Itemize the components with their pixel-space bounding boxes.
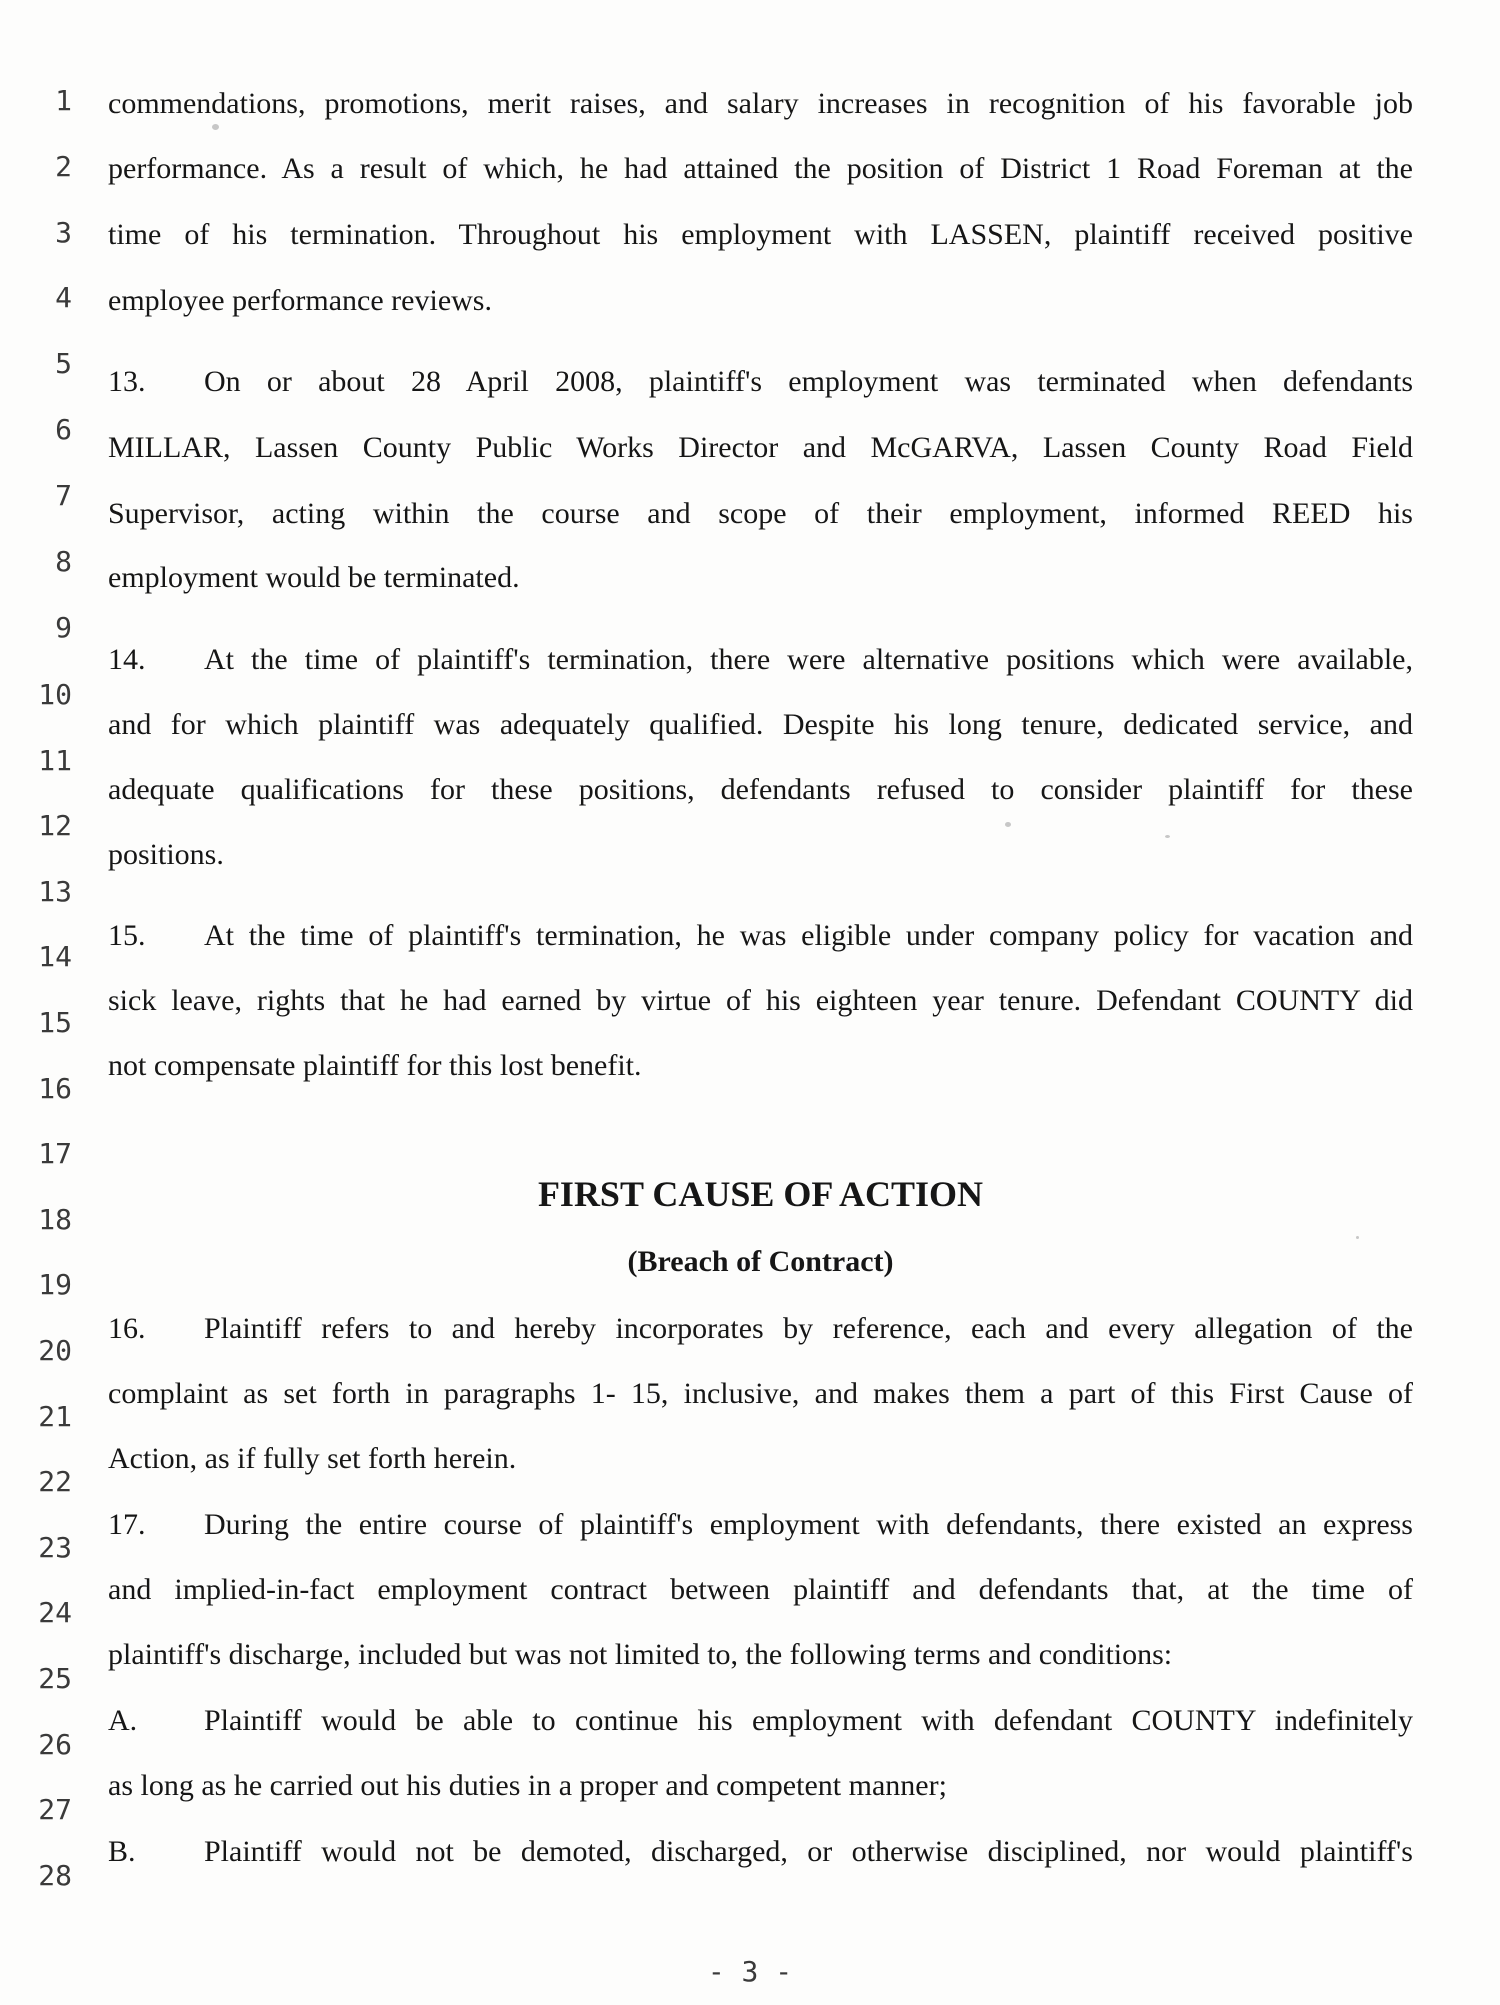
line-number: 13	[38, 875, 72, 908]
body-line: and implied-in-fact employment contract between plaintiff and defendants that, at the time of	[108, 1573, 1413, 1606]
scan-speck	[1165, 835, 1170, 838]
body-line: At the time of plaintiff's termination, he was eligible under company policy for vacation and	[204, 919, 1413, 952]
paragraph-number: 17.	[108, 1508, 146, 1541]
item-label: B.	[108, 1835, 136, 1868]
body-line: performance. As a result of which, he had attained the position of District 1 Road Foreman at the	[108, 152, 1413, 185]
line-number: 6	[55, 413, 72, 446]
paragraph-number: 13.	[108, 365, 146, 398]
body-line: plaintiff's discharge, included but was not limited to, the following terms and conditions:	[108, 1638, 1173, 1671]
scan-speck	[212, 124, 219, 130]
line-number-column	[0, 0, 90, 2005]
line-number: 22	[38, 1465, 72, 1498]
line-number: 9	[55, 611, 72, 644]
line-number: 15	[38, 1006, 72, 1039]
body-line: positions.	[108, 838, 224, 871]
paragraph-13-first-line	[108, 364, 1413, 400]
line-number: 25	[38, 1662, 72, 1695]
paragraph-number: 14.	[108, 643, 146, 676]
paragraph-15-first-line	[108, 918, 1413, 954]
line-number: 18	[38, 1203, 72, 1236]
body-line: At the time of plaintiff's termination, there were alternative positions which were available,	[204, 643, 1413, 676]
body-line: time of his termination. Throughout his employment with LASSEN, plaintiff received positive	[108, 218, 1413, 251]
body-line: employee performance reviews.	[108, 284, 492, 317]
line-number: 20	[38, 1334, 72, 1367]
line-number: 19	[38, 1268, 72, 1301]
body-line: On or about 28 April 2008, plaintiff's employment was terminated when defendants	[204, 365, 1413, 398]
line-number: 12	[38, 809, 72, 842]
line-number: 5	[55, 347, 72, 380]
item-label: A.	[108, 1704, 138, 1737]
body-line: Supervisor, acting within the course and scope of their employment, informed REED his	[108, 497, 1413, 530]
body-line: Plaintiff would be able to continue his employment with defendant COUNTY indefinitely	[204, 1704, 1413, 1737]
item-a-first-line	[108, 1703, 1413, 1739]
paragraph-14-first-line	[108, 642, 1413, 678]
paragraph-number: 15.	[108, 919, 146, 952]
paragraph-number: 16.	[108, 1312, 146, 1345]
body-line: not compensate plaintiff for this lost benefit.	[108, 1049, 642, 1082]
line-number: 2	[55, 150, 72, 183]
body-line: adequate qualifications for these positions, defendants refused to consider plaintiff for these	[108, 773, 1413, 806]
line-number: 16	[38, 1072, 72, 1105]
body-line: sick leave, rights that he had earned by virtue of his eighteen year tenure. Defendant COUNTY did	[108, 984, 1413, 1017]
paragraph-17-first-line	[108, 1507, 1413, 1543]
body-line: Action, as if fully set forth herein.	[108, 1442, 517, 1475]
body-line: MILLAR, Lassen County Public Works Director and McGARVA, Lassen County Road Field	[108, 431, 1413, 464]
paragraph-16-first-line	[108, 1311, 1413, 1347]
scan-speck	[1356, 1236, 1359, 1239]
page-number: - 3 -	[707, 1955, 793, 1988]
body-line: as long as he carried out his duties in a proper and competent manner;	[108, 1769, 947, 1802]
line-number: 27	[38, 1793, 72, 1826]
line-number: 17	[38, 1137, 72, 1170]
body-line: employment would be terminated.	[108, 561, 520, 594]
body-line: complaint as set forth in paragraphs 1- 15, inclusive, and makes them a part of this First Cause of	[108, 1377, 1413, 1410]
line-number: 11	[38, 744, 72, 777]
line-number: 24	[38, 1596, 72, 1629]
body-line: Plaintiff would not be demoted, discharged, or otherwise disciplined, nor would plaintiff's	[204, 1835, 1413, 1868]
line-number: 3	[55, 216, 72, 249]
line-number: 4	[55, 281, 72, 314]
line-number: 26	[38, 1728, 72, 1761]
line-number: 21	[38, 1400, 72, 1433]
body-line: During the entire course of plaintiff's employment with defendants, there existed an express	[204, 1508, 1413, 1541]
item-b-first-line	[108, 1834, 1413, 1870]
line-number: 14	[38, 940, 72, 973]
scan-speck	[1005, 822, 1011, 827]
line-number: 8	[55, 545, 72, 578]
body-line: and for which plaintiff was adequately qualified. Despite his long tenure, dedicated service, and	[108, 708, 1413, 741]
line-number: 28	[38, 1859, 72, 1892]
line-number: 1	[55, 84, 72, 117]
cause-of-action-heading: FIRST CAUSE OF ACTION	[537, 1174, 984, 1214]
body-line: Plaintiff refers to and hereby incorporates by reference, each and every allegation of the	[204, 1312, 1413, 1345]
line-number: 7	[55, 479, 72, 512]
cause-of-action-subheading: (Breach of Contract)	[627, 1245, 894, 1278]
line-number: 10	[38, 678, 72, 711]
body-line: commendations, promotions, merit raises, and salary increases in recognition of his favorable job	[108, 87, 1413, 120]
line-number: 23	[38, 1531, 72, 1564]
